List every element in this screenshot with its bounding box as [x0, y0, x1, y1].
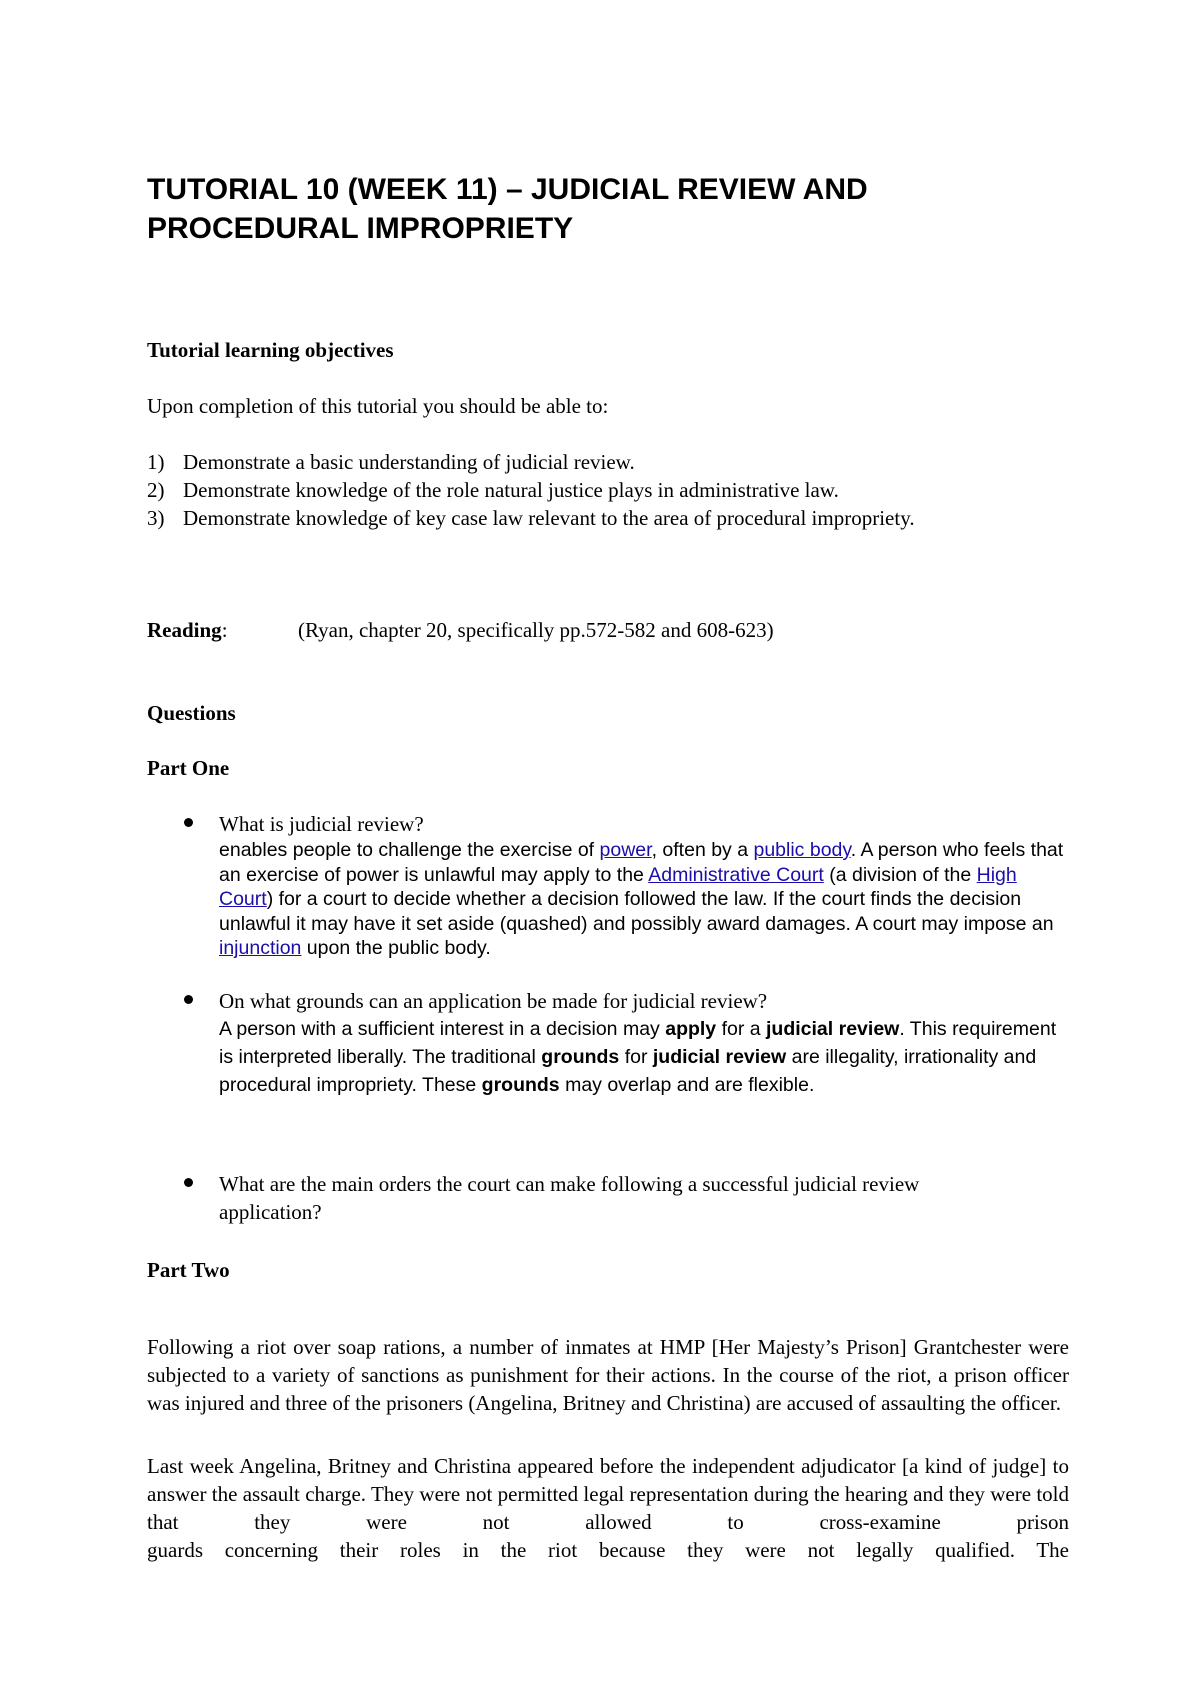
part-one-heading: Part One — [147, 756, 230, 780]
reading-colon: : — [221, 618, 228, 642]
answer-segment: ) for a court to decide whether a decision followed the law. If the court finds the decision unlawful it may have it set aside (quashed) and possibly award damages. A court may impose an — [219, 888, 1054, 935]
bullet-icon — [184, 818, 193, 827]
title-line-1: TUTORIAL 10 (WEEK 11) – JUDICIAL REVIEW AND — [147, 173, 868, 206]
part-two-heading: Part Two — [147, 1258, 230, 1282]
question-item — [219, 987, 1069, 1099]
reading-label: Reading — [147, 618, 222, 642]
bullet-icon — [184, 995, 193, 1004]
administrative-court-link[interactable]: Administrative Court — [648, 863, 824, 886]
injunction-link[interactable]: injunction — [219, 937, 302, 959]
objective-number: 3) — [147, 506, 165, 530]
answer-segment: for a — [716, 1018, 767, 1040]
answer-text — [219, 838, 1069, 961]
scenario-paragraph-2-last-line: guards concerning their roles in the riot because they were not legally qualified. The — [147, 1538, 1069, 1562]
objective-number: 1) — [147, 450, 165, 474]
objectives-intro: Upon completion of this tutorial you should be able to: — [147, 394, 609, 418]
objective-number: 2) — [147, 478, 165, 502]
question-item — [219, 1170, 1069, 1226]
answer-bold: apply — [665, 1018, 717, 1040]
objective-text: Demonstrate knowledge of key case law relevant to the area of procedural impropriety. — [183, 506, 915, 530]
answer-segment: . A person who feels that an exercise of power is unlawful may apply to the — [219, 839, 1064, 886]
public-body-link[interactable]: public body — [753, 839, 851, 861]
reading-line — [147, 616, 228, 644]
objectives-heading: Tutorial learning objectives — [147, 338, 394, 362]
question-text: What is judicial review? — [219, 812, 424, 836]
power-link[interactable]: power — [599, 839, 652, 861]
answer-bold: grounds — [541, 1046, 620, 1068]
answer-segment: A person with a sufficient interest in a decision may — [219, 1018, 666, 1040]
scenario-paragraph-2 — [147, 1452, 1069, 1564]
question-item — [219, 810, 1069, 961]
answer-bold: grounds — [481, 1074, 560, 1096]
objective-item — [147, 504, 915, 532]
answer-segment: upon the public body. — [301, 937, 491, 959]
page-title — [147, 170, 1087, 248]
title-line-2: PROCEDURAL IMPROPRIETY — [147, 212, 574, 245]
answer-segment: enables people to challenge the exercise of — [219, 839, 600, 861]
objective-text: Demonstrate knowledge of the role natural justice plays in administrative law. — [183, 478, 839, 502]
bullet-icon — [184, 1178, 193, 1187]
objective-item — [147, 476, 839, 504]
question-text: On what grounds can an application be made for judicial review? — [219, 989, 768, 1013]
answer-segment: are illegality, irrationality and procedural impropriety. These — [219, 1046, 1037, 1096]
scenario-paragraph-1: Following a riot over soap rations, a number of inmates at HMP [Her Majesty’s Prison] Grantchester were subjected to a variety of sanctions as punishment for their actions. In the course of the riot, a prison officer was injured and three of the prisoners (Angelina, Britney and Christina) are accused of assaulting the officer. — [147, 1335, 1069, 1415]
answer-segment: , often by a — [651, 839, 754, 861]
answer-text — [219, 1015, 1069, 1099]
high-court-link[interactable]: High Court — [219, 863, 1017, 910]
answer-segment: for — [619, 1046, 653, 1068]
question-text-line-1: What are the main orders the court can make following a successful judicial review — [219, 1172, 920, 1196]
scenario-paragraph-2-body: Last week Angelina, Britney and Christina appeared before the independent adjudicator [a kind of judge] to answer the assault charge. They were not permitted legal representation during the hearing and they were told that they were not allowed to cross-examine prison — [147, 1454, 1069, 1534]
answer-bold: judicial review — [766, 1018, 900, 1040]
objective-text: Demonstrate a basic understanding of judicial review. — [183, 450, 635, 474]
answer-segment: (a division of the — [823, 863, 977, 886]
objective-item — [147, 448, 635, 476]
questions-heading: Questions — [147, 701, 236, 725]
answer-bold: judicial review — [652, 1046, 787, 1068]
question-text-line-2: application? — [219, 1200, 322, 1224]
reading-text: (Ryan, chapter 20, specifically pp.572-582 and 608-623) — [298, 618, 774, 642]
answer-segment: . This requirement is interpreted liberally. The traditional — [219, 1018, 1057, 1068]
answer-segment: may overlap and are flexible. — [559, 1074, 815, 1096]
